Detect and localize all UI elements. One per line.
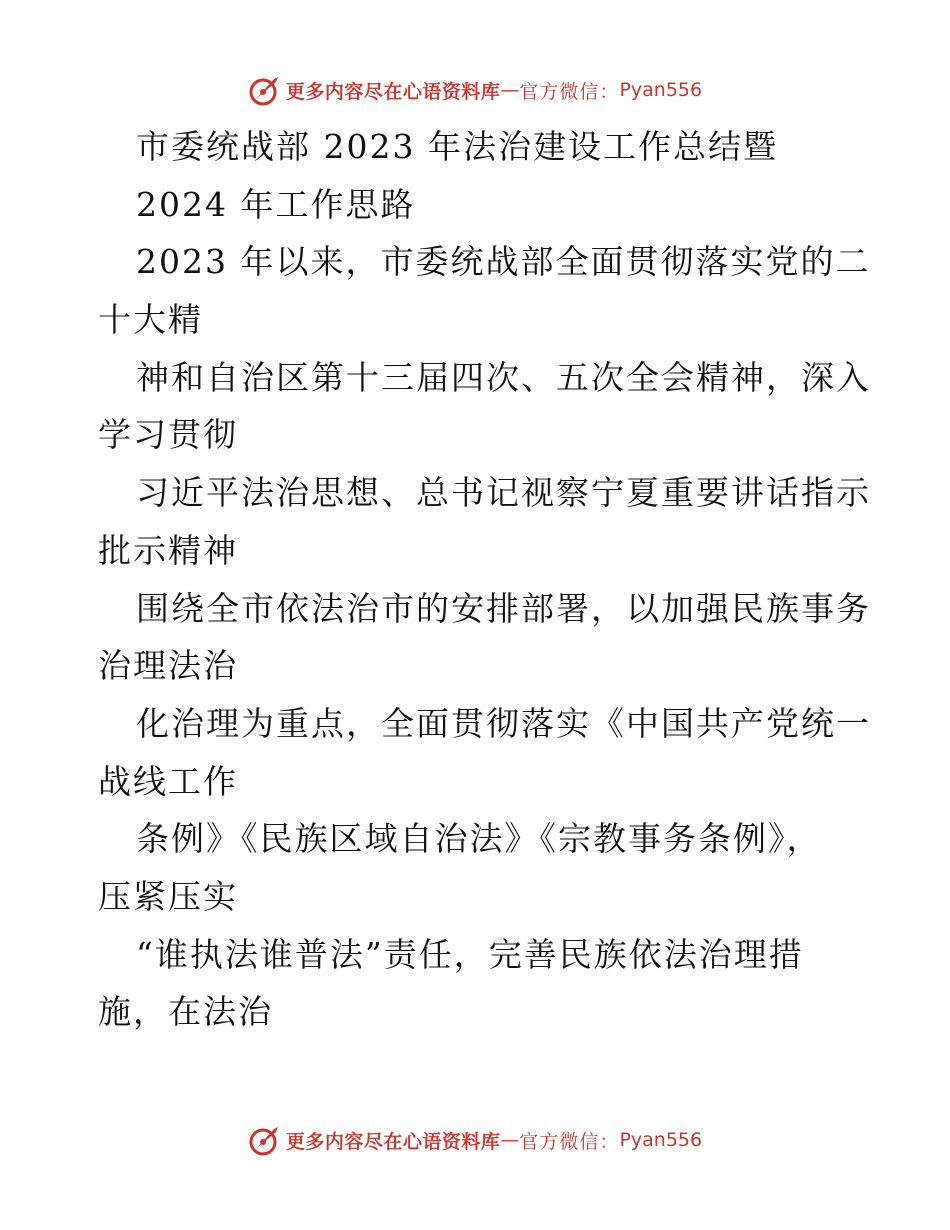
text-line: 压紧压实: [98, 876, 238, 916]
text-line: 2023 年以来，市委统战部全面贯彻落实党的二: [136, 242, 871, 282]
text-line: 市委统战部 2023 年法治建设工作总结暨: [136, 127, 778, 166]
watermark-brand: 更多内容尽在心语资料库: [285, 80, 501, 103]
watermark-label: 官方微信：: [519, 1130, 620, 1153]
text-line: 围绕全市依法治市的安排部署，以加强民族事务: [136, 588, 871, 628]
watermark-dash: —: [500, 79, 520, 101]
watermark-id: Pyan556: [619, 79, 703, 101]
document-body: [98, 118, 871, 1041]
quill-logo-icon: [248, 73, 282, 107]
text-line: 批示精神: [98, 530, 238, 570]
text-line: 习近平法治思想、总书记视察宁夏重要讲话指示: [136, 473, 871, 513]
text-line: 战线工作: [98, 761, 238, 801]
text-line: 条例》《民族区域自治法》《宗教事务条例》，: [136, 819, 822, 859]
text-line: 施，在法治: [98, 992, 273, 1032]
text-line: 治理法治: [98, 646, 238, 686]
watermark-label: 官方微信：: [519, 80, 620, 103]
text-line: 化治理为重点，全面贯彻落实《中国共产党统一: [136, 703, 871, 743]
text-line: “谁执法谁普法”责任，完善民族依法治理措: [136, 934, 804, 974]
watermark-brand: 更多内容尽在心语资料库: [285, 1130, 501, 1153]
quill-logo-icon: [248, 1123, 282, 1157]
footer-watermark: [0, 1120, 950, 1160]
text-line: 2024 年工作思路: [136, 184, 416, 224]
header-watermark: [0, 70, 950, 110]
text-line: 学习贯彻: [98, 415, 238, 455]
text-line: 神和自治区第十三届四次、五次全会精神，深入: [136, 357, 871, 397]
watermark-dash: —: [500, 1129, 520, 1151]
text-line: 十大精: [98, 300, 203, 340]
watermark-id: Pyan556: [619, 1129, 703, 1151]
